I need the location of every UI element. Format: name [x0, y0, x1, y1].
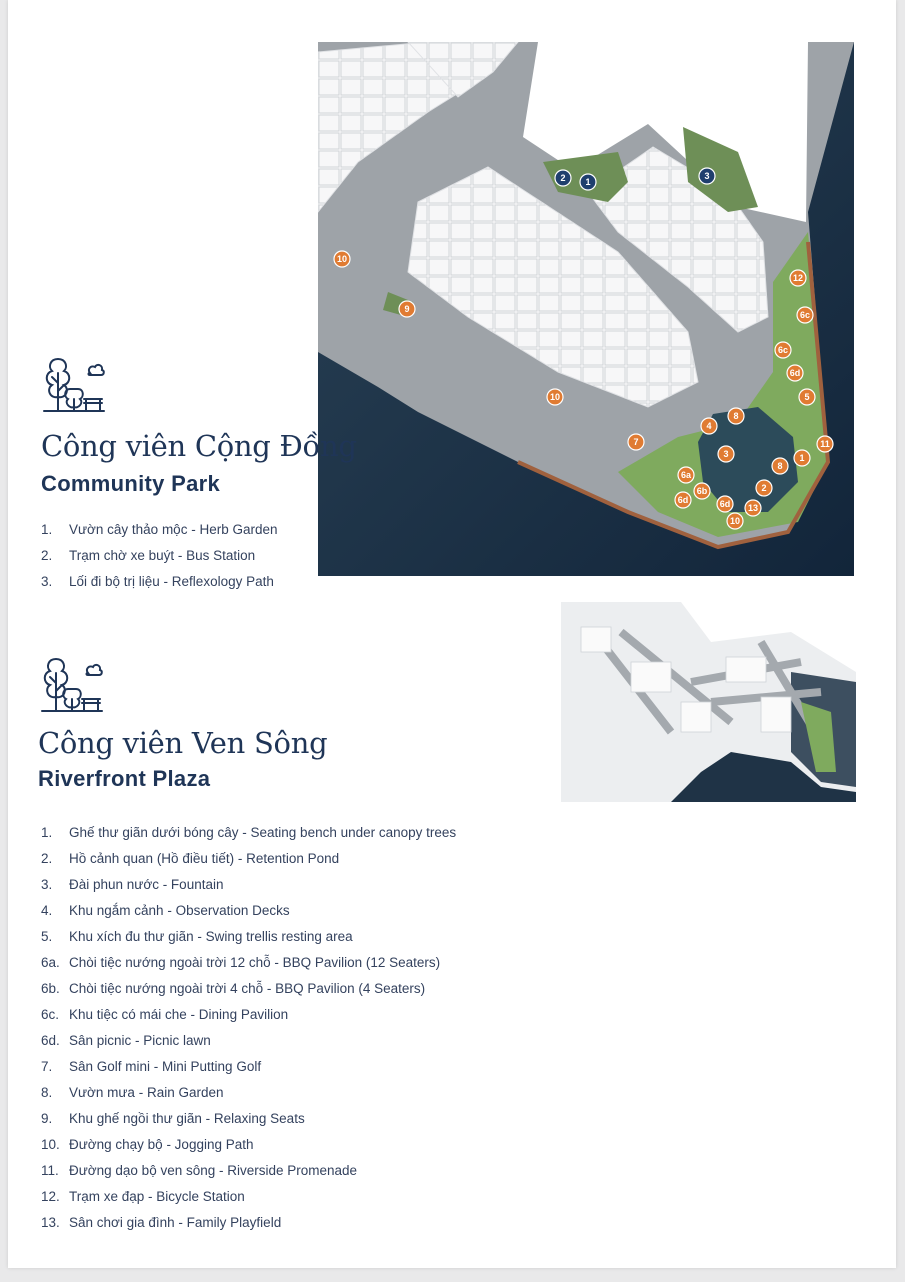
- svg-text:1: 1: [799, 453, 805, 463]
- list-item: 6a. Chòi tiệc nướng ngoài trời 12 chỗ - BBQ Pavilion (12 Seaters): [41, 954, 441, 970]
- list-item: 11. Đường dạo bộ ven sông - Riverside Promenade: [41, 1162, 358, 1178]
- list-item: 1. Ghế thư giãn dưới bóng cây - Seating bench under canopy trees: [41, 824, 457, 840]
- svg-text:13: 13: [747, 503, 759, 513]
- list-item: 2. Trạm chờ xe buýt - Bus Station: [41, 547, 256, 563]
- svg-text:9: 9: [404, 304, 410, 314]
- svg-text:6c: 6c: [777, 345, 789, 355]
- list-item: 4. Khu ngắm cảnh - Observation Decks: [41, 902, 290, 918]
- svg-text:2: 2: [761, 483, 767, 493]
- list-item: 12. Trạm xe đạp - Bicycle Station: [41, 1188, 245, 1204]
- community-park-list: [41, 516, 277, 594]
- svg-text:1: 1: [585, 177, 591, 187]
- riverfront-title-vn: Công viên Ven Sông: [38, 726, 328, 760]
- list-item: 6c. Khu tiệc có mái che - Dining Pavilion: [41, 1006, 289, 1022]
- list-item: 9. Khu ghế ngồi thư giãn - Relaxing Seats: [41, 1110, 305, 1126]
- svg-text:4: 4: [706, 421, 712, 431]
- svg-text:2: 2: [560, 173, 566, 183]
- list-item: 2. Hồ cảnh quan (Hồ điều tiết) - Retention Pond: [41, 850, 340, 866]
- community-park-title-vn: Công viên Cộng Đồng: [41, 429, 357, 463]
- svg-text:3: 3: [704, 171, 710, 181]
- list-item: 3. Lối đi bộ trị liệu - Reflexology Path: [41, 573, 274, 589]
- svg-text:7: 7: [633, 437, 639, 447]
- svg-text:10: 10: [549, 392, 561, 402]
- list-item: 1. Vườn cây thảo mộc - Herb Garden: [41, 521, 278, 537]
- park-tree-icon: [40, 353, 106, 417]
- svg-text:5: 5: [804, 392, 810, 402]
- list-item: 7. Sân Golf mini - Mini Putting Golf: [41, 1058, 262, 1074]
- riverfront-title-en: Riverfront Plaza: [38, 766, 211, 791]
- svg-text:11: 11: [820, 439, 830, 449]
- svg-text:6d: 6d: [789, 368, 801, 378]
- key-plan-map: [561, 602, 856, 802]
- community-park-title-en: Community Park: [41, 471, 221, 496]
- svg-text:10: 10: [336, 254, 348, 264]
- riverfront-list: [41, 819, 456, 1235]
- svg-text:8: 8: [733, 411, 739, 421]
- svg-text:6b: 6b: [696, 486, 708, 496]
- list-item: 5. Khu xích đu thư giãn - Swing trellis resting area: [41, 928, 353, 944]
- list-item: 13. Sân chơi gia đình - Family Playfield: [41, 1214, 282, 1230]
- list-item: 3. Đài phun nước - Fountain: [41, 876, 224, 892]
- svg-text:10: 10: [729, 516, 741, 526]
- svg-text:12: 12: [792, 273, 804, 283]
- site-plan-map: [318, 42, 854, 576]
- list-item: 8. Vườn mưa - Rain Garden: [41, 1084, 224, 1100]
- svg-text:8: 8: [777, 461, 783, 471]
- list-item: 6d. Sân picnic - Picnic lawn: [41, 1032, 211, 1048]
- svg-text:6a: 6a: [680, 470, 692, 480]
- list-item: 6b. Chòi tiệc nướng ngoài trời 4 chỗ - BBQ Pavilion (4 Seaters): [41, 980, 426, 996]
- list-item: 10. Đường chạy bộ - Jogging Path: [41, 1136, 254, 1152]
- document-page: [8, 0, 896, 1268]
- riverfront-tree-icon: [38, 653, 104, 717]
- svg-text:6d: 6d: [677, 495, 689, 505]
- svg-text:3: 3: [723, 449, 729, 459]
- svg-text:6c: 6c: [799, 310, 811, 320]
- svg-text:6d: 6d: [719, 499, 731, 509]
